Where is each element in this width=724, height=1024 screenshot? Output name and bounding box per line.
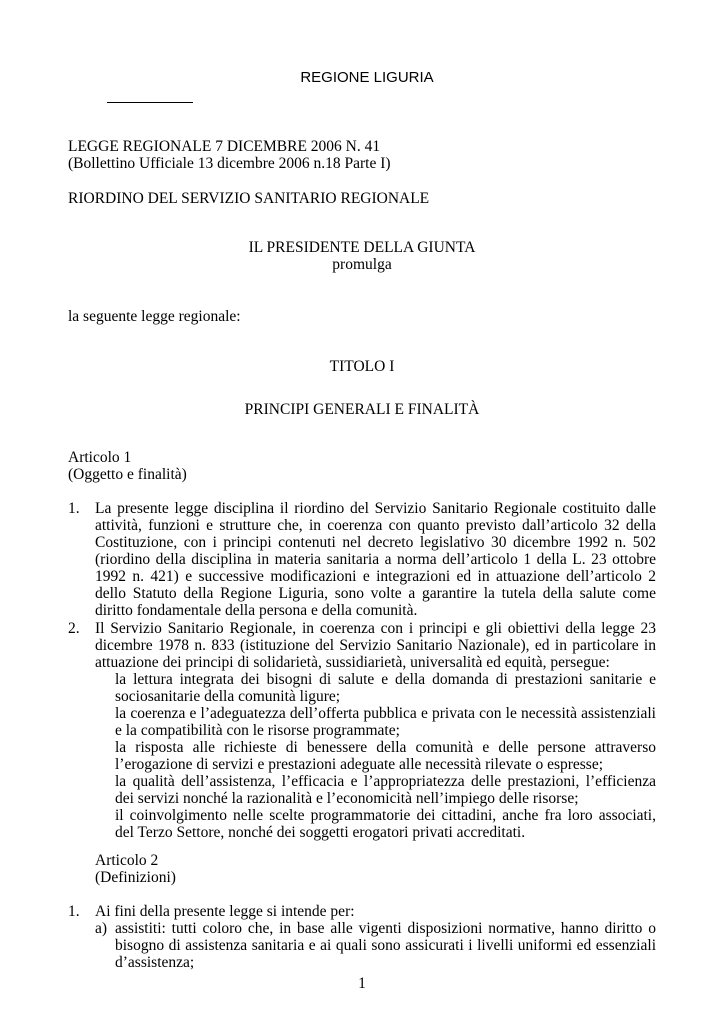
article-2-header <box>95 852 656 886</box>
law-bulletin: (Bollettino Ufficiale 13 dicembre 2006 n.18 Parte I) <box>68 155 391 172</box>
law-subject: RIORDINO DEL SERVIZIO SANITARIO REGIONALE <box>68 190 430 207</box>
item-number: 1. <box>68 903 80 920</box>
sub-item-text: assistiti: tutti coloro che, in base alle vigenti disposizioni normative, hanno diritto o bisogno di assistenza sanitaria e ai quali sono assicurati i livelli uniformi ed essenziali d’assistenza; <box>115 920 656 971</box>
titolo-heading: TITOLO I <box>329 358 395 375</box>
promulga-line: promulga <box>332 256 392 273</box>
region-header: REGIONE LIGURIA <box>300 69 434 86</box>
article-1-caption: (Oggetto e finalità) <box>68 466 187 483</box>
titolo-name: PRINCIPI GENERALI E FINALITÀ <box>244 401 480 418</box>
intro-line: la seguente legge regionale: <box>68 308 241 325</box>
article-1-header <box>68 449 656 483</box>
promulgation-block <box>68 239 656 273</box>
list-item: la qualità dell’assistenza, l’efficacia e l’appropriatezza delle prestazioni, l’efficienza dei servizi nonché la razionalità e l’economicità nell’impiego delle risorse; <box>115 773 656 807</box>
list-item: la coerenza e l’adeguatezza dell’offerta pubblica e privata con le necessità assistenziali e la compatibilità con le risorse programmate; <box>115 705 656 739</box>
item-number: 2. <box>68 620 80 637</box>
law-title-block <box>68 138 656 172</box>
article-1-heading: Articolo 1 <box>68 449 132 466</box>
sub-list <box>95 671 656 841</box>
header-rule <box>107 102 193 103</box>
item-text: La presente legge disciplina il riordino del Servizio Sanitario Regionale costituito dalle attività, funzioni e strutture che, in coerenza con quanto previsto dall’articolo 32 della Costituzione, con i principi contenuti nel decreto legislativo 30 dicembre 1992 n. 502 (riordino della disciplina in materia sanitaria a norma dell’articolo 1 della L. 23 ottobre 1992 n. 421) e successive modificazioni e integrazioni ed in attuazione dell’articolo 2 dello Statuto della Regione Liguria, sono volte a garantire la tutela della salute come diritto fondamentale della persona e della comunità. <box>95 500 656 619</box>
sub-item-a <box>95 920 656 971</box>
page-number: 1 <box>358 975 366 992</box>
list-item: il coinvolgimento nelle scelte programmatorie dei cittadini, anche fra loro associati, del Terzo Settore, nonché dei soggetti erogatori privati accreditati. <box>115 807 656 841</box>
sub-item-letter: a) <box>95 920 108 937</box>
list-item: la risposta alle richieste di benessere della comunità e delle persone attraverso l’erogazione di servizi e prestazioni adeguate alle necessità rilevate o espresse; <box>115 739 656 773</box>
law-title: LEGGE REGIONALE 7 DICEMBRE 2006 N. 41 <box>68 138 381 155</box>
article-2-heading: Articolo 2 <box>95 852 159 869</box>
list-item: la lettura integrata dei bisogni di salute e della domanda di prestazioni sanitarie e sociosanitarie della comunità ligure; <box>115 671 656 705</box>
item-text: Ai fini della presente legge si intende per: <box>95 903 355 920</box>
president-line: IL PRESIDENTE DELLA GIUNTA <box>248 239 476 256</box>
item-body <box>95 620 656 841</box>
item-text: Il Servizio Sanitario Regionale, in coerenza con i principi e gli obiettivi della legge 23 dicembre 1978 n. 833 (istituzione del Servizio Sanitario Nazionale), ed in particolare in attuazione dei principi di solidarietà, sussidiarietà, universalità ed equità, persegue: <box>95 620 656 671</box>
article-2-caption: (Definizioni) <box>95 869 176 886</box>
item-number: 1. <box>68 500 80 517</box>
item-body <box>95 903 656 971</box>
